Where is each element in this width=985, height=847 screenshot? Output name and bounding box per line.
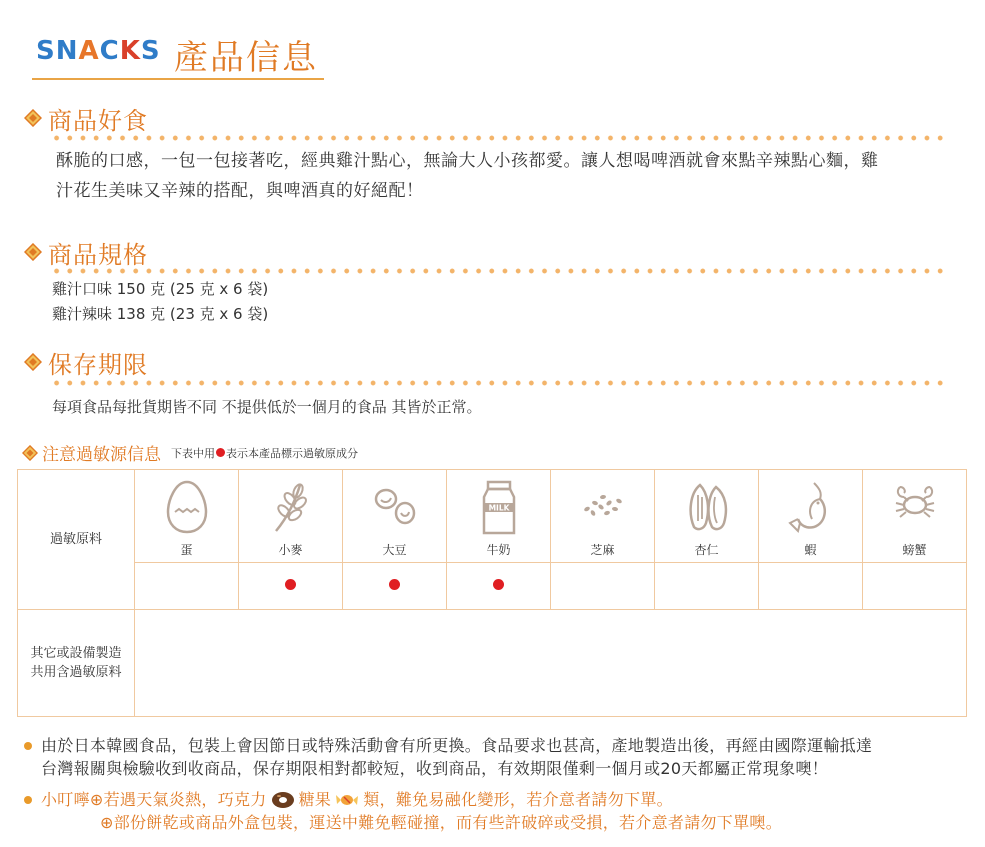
brand-letter: C [99,36,120,66]
allergen-cell-wheat [239,470,343,563]
wheat-icon [268,479,314,535]
red-dot-icon [285,579,296,590]
allergen-legend [171,445,358,461]
contains-cell-egg [135,563,239,610]
dotted-divider [50,268,950,274]
crab-icon [890,479,940,525]
page-header [32,28,324,80]
diamond-icon [24,109,42,127]
brand-letter: N [55,36,79,66]
note-reminder [24,788,974,834]
contains-cell-wheat [239,563,343,610]
red-dot-icon [389,579,400,590]
note-text: 台灣報關與檢驗收到收商品，保存期限相對都較短，收到商品，有效期限僅剩一個月或20天都屬正常現象噢！ [41,759,829,778]
allergen-name: 小麥 [278,542,303,557]
allergen-title: 注意過敏源信息 [42,445,161,465]
contains-cell-crab [863,563,967,610]
text-line: 酥脆的口感，一包一包接著吃，經典雞汁點心，無論大人小孩都愛。讓人想喝啤酒就會來點辛辣點心麵，雞 [56,151,879,171]
brand-letter: K [119,36,141,66]
legend-text: 下表中用 [171,446,215,460]
section-title-label: 保存期限 [48,350,148,379]
section-title-label: 商品規格 [48,240,148,269]
egg-icon [164,479,210,535]
allergen-cell-milk [447,470,551,563]
legend-text: 表示本產品標示過敏原成分 [226,446,358,460]
note-text: 由於日本韓國食品，包裝上會因節日或特殊活動會有所更換。食品要求也甚高，產地製造出後，再經由國際運輸抵達 [41,736,873,755]
section-title-shelf-life [24,346,148,378]
spec-list [52,277,268,327]
note-text: ⊕部份餅乾或商品外盒包裝，運送中難免輕碰撞，而有些許破碎或受損，若介意者請勿下單噢。 [100,813,783,832]
taste-description [56,146,966,206]
allergen-cell-sesame [551,470,655,563]
diamond-icon [24,243,42,261]
spec-item: 雞汁辣味 138 克 (23 克 x 6 袋) [52,305,269,323]
note-text: 小叮嚀⊕若遇天氣炎熱，巧克力 [41,790,267,809]
note-text: 糖果 [298,790,332,809]
row-label-allergen [18,470,135,610]
donut-icon [271,791,295,809]
row-label-text: 過敏原料 [49,532,102,547]
diamond-icon [22,445,38,461]
allergen-cell-shrimp [759,470,863,563]
text-line: 汁花生美味又辛辣的搭配，與啤酒真的好絕配！ [56,181,424,201]
page-title: 產品信息 [174,38,318,78]
allergen-name: 杏仁 [694,542,719,557]
brand-letter: S [140,36,161,66]
section-title-spec [24,236,148,268]
allergen-cell-crab [863,470,967,563]
allergen-name: 芝麻 [590,542,615,557]
soybean-icon [370,479,420,535]
row-label-text [18,644,134,682]
section-title-label: 商品好食 [48,106,148,135]
bullet-icon [24,742,32,750]
dotted-divider [50,380,950,386]
shrimp-icon [786,479,836,537]
allergen-name: 螃蟹 [902,542,927,557]
brand-letter: A [78,36,100,66]
allergen-header [22,440,358,465]
note-text: 類，難免易融化變形，若介意者請勿下單。 [363,790,673,809]
row-label-line: 共用含過敏原料 [30,665,122,680]
milk-label: MILK [488,503,509,512]
bullet-icon [24,796,32,804]
contains-cell-soybean [343,563,447,610]
almond-icon [682,479,732,535]
milk-icon [479,479,519,537]
red-dot-icon [493,579,504,590]
allergen-cell-egg [135,470,239,563]
diamond-icon [24,353,42,371]
shelf-life-text: 每項食品每批貨期皆不同 不提供低於一個月的食品 其皆於正常。 [52,398,482,416]
brand-letter: S [36,36,56,66]
brand-logo [36,36,161,66]
dotted-divider [50,135,950,141]
contains-cell-sesame [551,563,655,610]
spec-item: 雞汁口味 150 克 (25 克 x 6 袋) [52,280,269,298]
contains-cell-shrimp [759,563,863,610]
allergen-cell-almond [655,470,759,563]
shared-equipment-cell [135,610,967,717]
row-label-line: 其它或設備製造 [30,646,122,661]
allergen-name: 大豆 [382,542,407,557]
allergen-name: 蝦 [804,542,817,557]
allergen-name: 牛奶 [486,542,511,557]
allergen-cell-soybean [343,470,447,563]
contains-cell-almond [655,563,759,610]
contains-cell-milk [447,563,551,610]
allergen-name: 蛋 [180,542,193,557]
note-import [24,734,974,780]
sesame-icon [575,485,631,525]
red-dot-icon [216,448,225,457]
allergen-table [17,469,967,717]
candy-icon [334,790,360,810]
row-label-shared-equipment [18,610,135,717]
section-title-taste [24,102,148,134]
